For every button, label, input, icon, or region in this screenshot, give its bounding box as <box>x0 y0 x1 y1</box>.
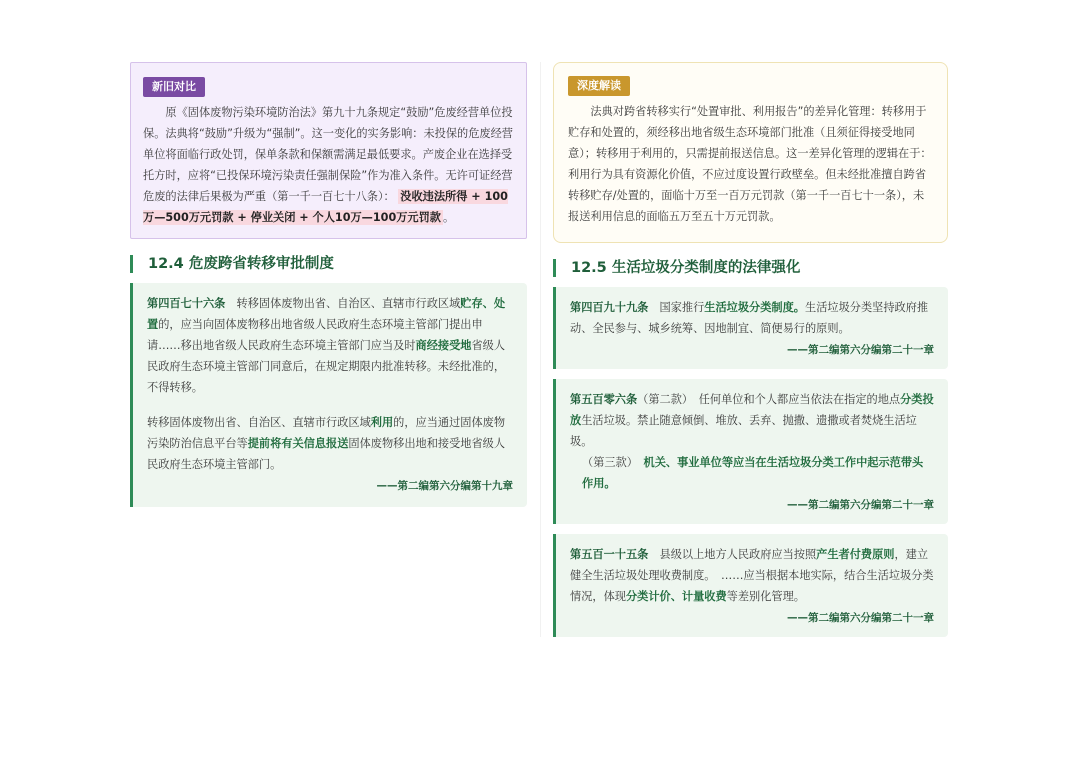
comparison-text <box>143 102 514 228</box>
law-text-segment: 县级以上地方人民政府应当按照 <box>659 548 817 561</box>
law-emphasis: 贮存、处置 <box>147 297 506 331</box>
law-card-506 <box>553 379 948 524</box>
law-text-segment: 生活垃圾分类坚持政府推动、全民参与、城乡统筹、因地制宜、简便易行的原则。 <box>570 301 929 335</box>
section-title-12-4: 12.4 危废跨省转移审批制度 <box>130 255 527 273</box>
left-column <box>130 62 527 517</box>
law-text-segment: 生活垃圾。禁止随意倾倒、堆放、丢弃、抛撒、遗撒或者焚烧生活垃圾。 <box>570 414 917 448</box>
paragraph-gap <box>147 398 513 412</box>
law-text-476-p1 <box>147 293 513 398</box>
comparison-body: 原《固体废物污染环境防治法》第九十九条规定“鼓励”危废经营单位投保。法典将“鼓励”升级为“强制”。这一变化的实务影响：未投保的危废经营单位将面临行政处罚，保单条款和保额需满足最低要求。产废企业在选择受托方时，应将“已投保环境污染责任强制保险”作为准入条件。无许可证经营危废的法律后果极为严重（第一千一百七十八条）： <box>143 106 513 203</box>
law-text-segment: 的，应当通过固体废物污染防治信息平台等 <box>147 416 506 450</box>
law-source-ref: ——第二编第六分编第十九章 <box>376 480 513 492</box>
right-column <box>553 62 948 647</box>
penalty-highlight: 没收违法所得 + 100万—500万元罚款 + 停业关闭 + 个人10万—100万元罚款 <box>143 190 508 224</box>
comparison-tag: 新旧对比 <box>143 77 205 97</box>
law-text-segment: 国家推行 <box>659 301 705 314</box>
law-emphasis: 机关、事业单位等应当在生活垃圾分类工作中起示范带头作用。 <box>582 456 924 490</box>
comparison-end: 。 <box>442 211 455 224</box>
law-source-ref: ——第二编第六分编第二十一章 <box>787 612 934 624</box>
article-number: 第五百一十五条 <box>570 548 649 561</box>
law-text-segment: ，建立健全生活垃圾处理收费制度。 ……应当根据本地实际，结合生活垃圾分类情况，体现 <box>570 548 934 603</box>
law-emphasis: 商经接受地 <box>415 339 472 352</box>
law-text-segment: 固体废物移出地和接受地省级人民政府生态环境主管部门。 <box>147 437 506 471</box>
clause-label: （第三款） <box>582 456 633 469</box>
law-text-506-p2 <box>570 452 934 494</box>
law-card-515 <box>553 534 948 637</box>
law-emphasis: 利用 <box>370 416 394 429</box>
law-text-476-p2 <box>147 412 513 475</box>
law-card-499 <box>553 287 948 369</box>
law-source-ref: ——第二编第六分编第二十一章 <box>787 344 934 356</box>
law-emphasis: 产生者付费原则 <box>816 548 895 561</box>
insight-text: 法典对跨省转移实行“处置审批、利用报告”的差异化管理：转移用于贮存和处置的，须经移出地省级生态环境部门批准（且须征得接受地同意）；转移用于利用的，只需提前报送信息。这一差异化管理的逻辑在于：利用行为具有资源化价值，不应过度设置行政壁垒。但未经批准擅自跨省转移贮存/处置的，面临十万至一百万元罚款（第一千一百七十一条），未报送利用信息的面临五万至五十万元罚款。 <box>568 105 932 223</box>
law-card-476 <box>130 283 527 507</box>
law-text-segment: 省级人民政府生态环境主管部门同意后，在规定期限内批准转移。未经批准的，不得转移。 <box>147 339 506 394</box>
law-text-segment: 等差别化管理。 <box>726 590 805 603</box>
article-number: 第四百七十六条 <box>147 297 226 310</box>
law-emphasis: 分类计价、计量收费 <box>625 590 727 603</box>
law-text-segment: 任何单位和个人都应当依法在指定的地点 <box>698 393 901 406</box>
comparison-box <box>130 62 527 239</box>
law-text-506-p1 <box>570 389 934 452</box>
article-number: 第五百零六条 <box>570 393 638 406</box>
law-source-ref: ——第二编第六分编第二十一章 <box>787 499 934 511</box>
law-text-515 <box>570 544 934 607</box>
column-divider <box>540 62 541 637</box>
law-text-499 <box>570 297 934 339</box>
law-text-segment: 的，应当向固体废物移出地省级人民政府生态环境主管部门提出申请……移出地省级人民政府生态环境主管部门应当及时 <box>147 318 483 352</box>
insight-box <box>553 62 948 243</box>
insight-tag: 深度解读 <box>568 76 630 96</box>
clause-label: （第二款） <box>637 393 688 406</box>
section-title-12-5: 12.5 生活垃圾分类制度的法律强化 <box>553 259 948 277</box>
law-emphasis: 生活垃圾分类制度。 <box>704 301 805 314</box>
law-text-segment: 转移固体废物出省、自治区、直辖市行政区域 <box>147 416 371 429</box>
law-emphasis: 分类投放 <box>570 393 934 427</box>
law-text-segment: 转移固体废物出省、自治区、直辖市行政区域 <box>236 297 461 310</box>
article-number: 第四百九十九条 <box>570 301 649 314</box>
law-emphasis: 提前将有关信息报送 <box>247 437 349 450</box>
